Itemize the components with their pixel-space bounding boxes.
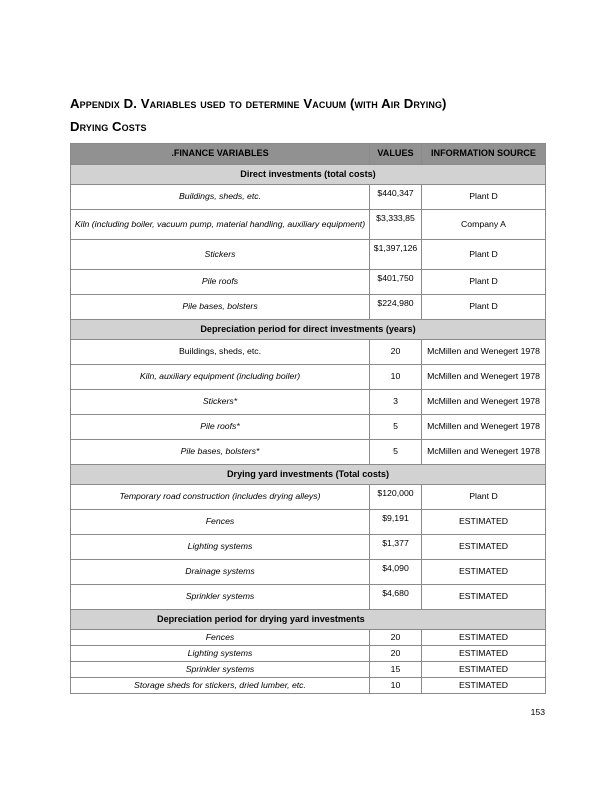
- table-row: [71, 340, 546, 365]
- variable-label: Kiln, auxiliary equipment (including boiler): [71, 365, 370, 390]
- variable-value: $1,377: [370, 535, 422, 560]
- table-row: [71, 295, 546, 320]
- table-row: [71, 270, 546, 295]
- variable-value: $401,750: [370, 270, 422, 295]
- table-row: [71, 390, 546, 415]
- page-title-line-2: Drying Costs: [70, 119, 147, 134]
- variable-value: $120,000: [370, 485, 422, 510]
- table-row: [71, 585, 546, 610]
- table-row: [71, 535, 546, 560]
- information-source: ESTIMATED: [422, 678, 546, 694]
- column-header-information-source: INFORMATION SOURCE: [422, 144, 546, 165]
- column-header-finance-variables: .FINANCE VARIABLES: [71, 144, 370, 165]
- information-source: ESTIMATED: [422, 662, 546, 678]
- information-source: ESTIMATED: [422, 646, 546, 662]
- information-source: McMillen and Wenegert 1978: [422, 440, 546, 465]
- appendix-table: [70, 143, 546, 694]
- section-heading: Depreciation period for drying yard investments: [71, 610, 546, 630]
- variable-value: 15: [370, 662, 422, 678]
- information-source: Plant D: [422, 295, 546, 320]
- information-source: ESTIMATED: [422, 585, 546, 610]
- variable-value: 5: [370, 440, 422, 465]
- variable-value: 5: [370, 415, 422, 440]
- table-row: [71, 678, 546, 694]
- information-source: Plant D: [422, 485, 546, 510]
- section-heading: Drying yard investments (Total costs): [71, 465, 546, 485]
- column-header-values: VALUES: [370, 144, 422, 165]
- variable-label: Stickers: [71, 240, 370, 270]
- variable-label: Storage sheds for stickers, dried lumber, etc.: [71, 678, 370, 694]
- variable-label: Pile bases, bolsters: [71, 295, 370, 320]
- variable-value: 20: [370, 646, 422, 662]
- information-source: McMillen and Wenegert 1978: [422, 365, 546, 390]
- variable-label: Stickers*: [71, 390, 370, 415]
- variable-value: $9,191: [370, 510, 422, 535]
- variable-value: 10: [370, 678, 422, 694]
- variable-value: 20: [370, 340, 422, 365]
- variable-value: $4,090: [370, 560, 422, 585]
- variable-label: Kiln (including boiler, vacuum pump, material handling, auxiliary equipment): [71, 210, 370, 240]
- variable-label: Sprinkler systems: [71, 662, 370, 678]
- variable-label: Sprinkler systems: [71, 585, 370, 610]
- table-body: [71, 144, 546, 694]
- variable-value: 20: [370, 630, 422, 646]
- section-heading: Depreciation period for direct investments (years): [71, 320, 546, 340]
- variable-label: Pile roofs: [71, 270, 370, 295]
- page-title: [70, 92, 548, 138]
- information-source: McMillen and Wenegert 1978: [422, 390, 546, 415]
- section-header-row: [71, 320, 546, 340]
- information-source: Plant D: [422, 185, 546, 210]
- variable-label: Pile bases, bolsters*: [71, 440, 370, 465]
- table-row: [71, 440, 546, 465]
- table-row: [71, 365, 546, 390]
- section-header-row: [71, 465, 546, 485]
- information-source: ESTIMATED: [422, 510, 546, 535]
- table-row: [71, 662, 546, 678]
- page-title-line-1: Appendix D. Variables used to determine Vacuum (with Air Drying): [70, 96, 447, 111]
- information-source: ESTIMATED: [422, 630, 546, 646]
- table-row: [71, 240, 546, 270]
- variable-label: Fences: [71, 510, 370, 535]
- section-header-row: [71, 165, 546, 185]
- variable-label: Buildings, sheds, etc.: [71, 340, 370, 365]
- variable-value: 3: [370, 390, 422, 415]
- page-number: 153: [530, 707, 545, 717]
- table-header-row: [71, 144, 546, 165]
- table-row: [71, 185, 546, 210]
- information-source: Company A: [422, 210, 546, 240]
- variable-value: $3,333,85: [370, 210, 422, 240]
- information-source: ESTIMATED: [422, 560, 546, 585]
- table-row: [71, 630, 546, 646]
- information-source: ESTIMATED: [422, 535, 546, 560]
- table-row: [71, 560, 546, 585]
- table-row: [71, 485, 546, 510]
- variable-label: Buildings, sheds, etc.: [71, 185, 370, 210]
- variable-value: 10: [370, 365, 422, 390]
- variable-label: Temporary road construction (includes drying alleys): [71, 485, 370, 510]
- variable-label: Fences: [71, 630, 370, 646]
- section-heading: Direct investments (total costs): [71, 165, 546, 185]
- information-source: McMillen and Wenegert 1978: [422, 415, 546, 440]
- variable-label: Pile roofs*: [71, 415, 370, 440]
- table-row: [71, 646, 546, 662]
- variable-value: $4,680: [370, 585, 422, 610]
- table-row: [71, 510, 546, 535]
- table-row: [71, 415, 546, 440]
- variable-value: $1,397,126: [370, 240, 422, 270]
- information-source: McMillen and Wenegert 1978: [422, 340, 546, 365]
- information-source: Plant D: [422, 240, 546, 270]
- table-row: [71, 210, 546, 240]
- information-source: Plant D: [422, 270, 546, 295]
- section-header-row: [71, 610, 546, 630]
- variable-label: Lighting systems: [71, 535, 370, 560]
- variable-label: Drainage systems: [71, 560, 370, 585]
- variable-label: Lighting systems: [71, 646, 370, 662]
- variable-value: $224,980: [370, 295, 422, 320]
- variable-value: $440,347: [370, 185, 422, 210]
